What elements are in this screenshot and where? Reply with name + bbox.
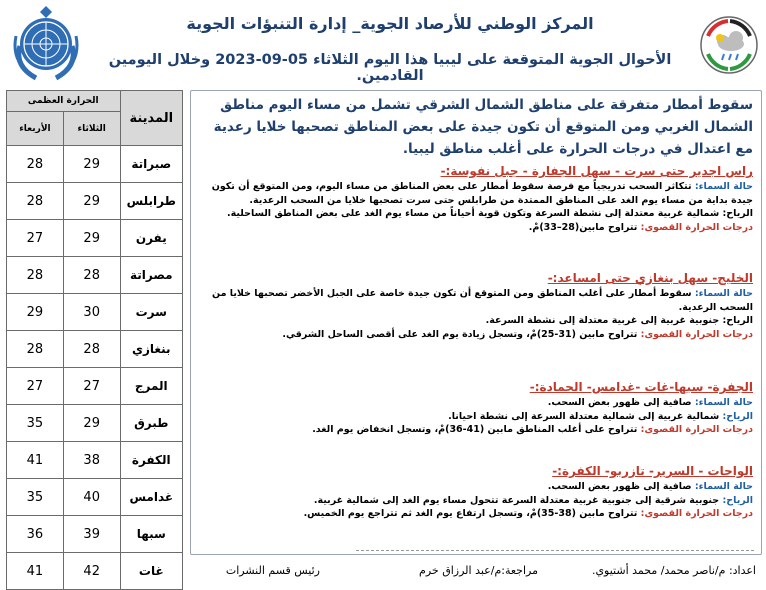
sky-line: حالة السماء: صافية إلى ظهور بعض السحب.: [547, 397, 753, 408]
city-name: بنغازي: [120, 331, 182, 368]
tue-temp: 42: [63, 553, 120, 590]
footer: [180, 562, 760, 584]
tue-temp: 29: [63, 183, 120, 220]
section-heading: راس اجدير حتى سرت - سهل الجفارة - جبل نفوسة:-: [440, 164, 753, 178]
table-row: [7, 405, 183, 442]
table-row: [7, 220, 183, 257]
prepared-by: اعداد: م/ناصر محمد/ محمد أشتيوي.: [591, 564, 756, 577]
footer-divider: [356, 550, 754, 551]
wind-line: الرياح: جنوبية غربية إلى غربية معتدلة إلى نشطة السرعة.: [485, 315, 753, 326]
temp-line: درجات الحرارة القصوى: تتراوح مابين (38-35)مْ، وتسجل ارتفاع يوم الغد ثم تتراجع يوم الخميس.: [303, 508, 753, 519]
wmo-logo: [6, 6, 86, 86]
tue-temp: 40: [63, 479, 120, 516]
forecast-panel: [190, 90, 762, 555]
table-row: [7, 516, 183, 553]
city-name: يفرن: [120, 220, 182, 257]
table-row: [7, 442, 183, 479]
reviewed-by: مراجعة:م/عبد الرزاق خرم: [419, 564, 538, 577]
wind-line: الرياح: شمالية غربية معتدلة إلى نشطة السرعة وتكون قوية أحياناً من مساء يوم الغد على بعض المناطق الساحلية.: [227, 208, 753, 219]
tue-temp: 29: [63, 220, 120, 257]
sky-line: حالة السماء: صافية إلى ظهور بعض السحب.: [547, 481, 753, 492]
wed-temp: 27: [7, 220, 64, 257]
table-row: [7, 331, 183, 368]
wed-temp: 36: [7, 516, 64, 553]
section-heading: الجفرة- سبها-غات -غدامس- الحمادة:-: [529, 380, 753, 394]
wed-temp: 41: [7, 442, 64, 479]
bulletin-subtitle: الأحوال الجوية المتوقعة على ليبيا هذا اليوم الثلاثاء 05-09-2023 وخلال اليومين القادمين.: [108, 52, 672, 84]
table-row: [7, 479, 183, 516]
section-oases: [197, 463, 753, 521]
wed-temp: 28: [7, 331, 64, 368]
wed-temp: 28: [7, 257, 64, 294]
max-temp-header: الحرارة العظمى: [7, 91, 121, 112]
day2-header: الأربعاء: [7, 112, 64, 146]
table-row: [7, 257, 183, 294]
temperature-table: [6, 90, 183, 579]
tue-temp: 29: [63, 146, 120, 183]
temp-line: درجات الحرارة القصوى: تتراوح مابين (31-25)مْ، وتسجل زيادة يوم الغد على أقصى الساحل الشرقي.: [282, 328, 753, 340]
section-west: [197, 163, 753, 234]
bulletin-title: المركز الوطني للأرصاد الجوية_ إدارة التنبؤات الجوية: [186, 14, 594, 33]
wed-temp: 35: [7, 479, 64, 516]
section-heading: الواحات - السرير- تازربو- الكفرة:-: [552, 464, 753, 478]
tue-temp: 38: [63, 442, 120, 479]
sky-line: حالة السماء: تتكاثر السحب تدريجياً مع فرصة سقوط أمطار على بعض المناطق من مساء اليوم، ومن المتوقع أن تكون جيدة بداية من مساء يوم الغد على المناطق الممتدة من طرابلس حتى سرت تصحبها خلايا من السحب الرعدية.: [211, 181, 753, 206]
section-benghazi: [197, 270, 753, 341]
wed-temp: 28: [7, 183, 64, 220]
city-name: المرج: [120, 368, 182, 405]
section-head: رئيس قسم النشرات: [225, 564, 320, 577]
city-name: الكفرة: [120, 442, 182, 479]
table-row: [7, 146, 183, 183]
section-south: [197, 379, 753, 437]
wed-temp: 28: [7, 146, 64, 183]
wind-line: الرياح: جنوبية شرقية إلى جنوبية غربية معتدلة السرعة تتحول مساء يوم الغد إلى شمالية غربية.: [313, 494, 753, 506]
tue-temp: 28: [63, 331, 120, 368]
wed-temp: 27: [7, 368, 64, 405]
temp-line: درجات الحرارة القصوى: تتراوح مابين(28–33)مْ.: [528, 221, 753, 233]
tue-temp: 30: [63, 294, 120, 331]
forecast-intro: سقوط أمطار متفرقة على مناطق الشمال الشرقي تشمل من مساء اليوم مناطق الشمال الغربي ومن المتوقع أن تكون جيدة على بعض المناطق تصحبها خلايا رعدية مع اعتدال في درجات الحرارة على أغلب مناطق ليبيا.: [213, 97, 753, 157]
tue-temp: 39: [63, 516, 120, 553]
city-name: سبها: [120, 516, 182, 553]
table-row: [7, 183, 183, 220]
tue-temp: 27: [63, 368, 120, 405]
city-name: طرابلس: [120, 183, 182, 220]
table-row: [7, 553, 183, 590]
tue-temp: 28: [63, 257, 120, 294]
city-name: صبراتة: [120, 146, 182, 183]
header: [0, 0, 766, 88]
ncm-logo: [698, 14, 760, 76]
temp-line: درجات الحرارة القصوى: تتراوح على أغلب المناطق مابين (41-36)مْ، وتسجل انخفاض يوم الغد.: [312, 424, 753, 435]
tue-temp: 29: [63, 405, 120, 442]
table-row: [7, 368, 183, 405]
wed-temp: 35: [7, 405, 64, 442]
wed-temp: 29: [7, 294, 64, 331]
table-row: [7, 294, 183, 331]
sky-line: حالة السماء: سقوط أمطار على أغلب المناطق ومن المتوقع أن تكون جيدة خاصة على الجبل الأخضر تصحبها خلايا من السحب الرعدية.: [212, 288, 753, 313]
section-heading: الخليج- سهل بنغازي حتى امساعد:-: [547, 271, 753, 285]
city-name: سرت: [120, 294, 182, 331]
day1-header: الثلاثاء: [63, 112, 120, 146]
city-name: غات: [120, 553, 182, 590]
wed-temp: 41: [7, 553, 64, 590]
city-name: غدامس: [120, 479, 182, 516]
city-header: المدينة: [120, 91, 182, 146]
city-name: مصراتة: [120, 257, 182, 294]
wind-line: الرياح: شمالية غربية إلى شمالية معتدلة السرعة إلى نشطة احيانا.: [448, 410, 753, 422]
city-name: طبرق: [120, 405, 182, 442]
